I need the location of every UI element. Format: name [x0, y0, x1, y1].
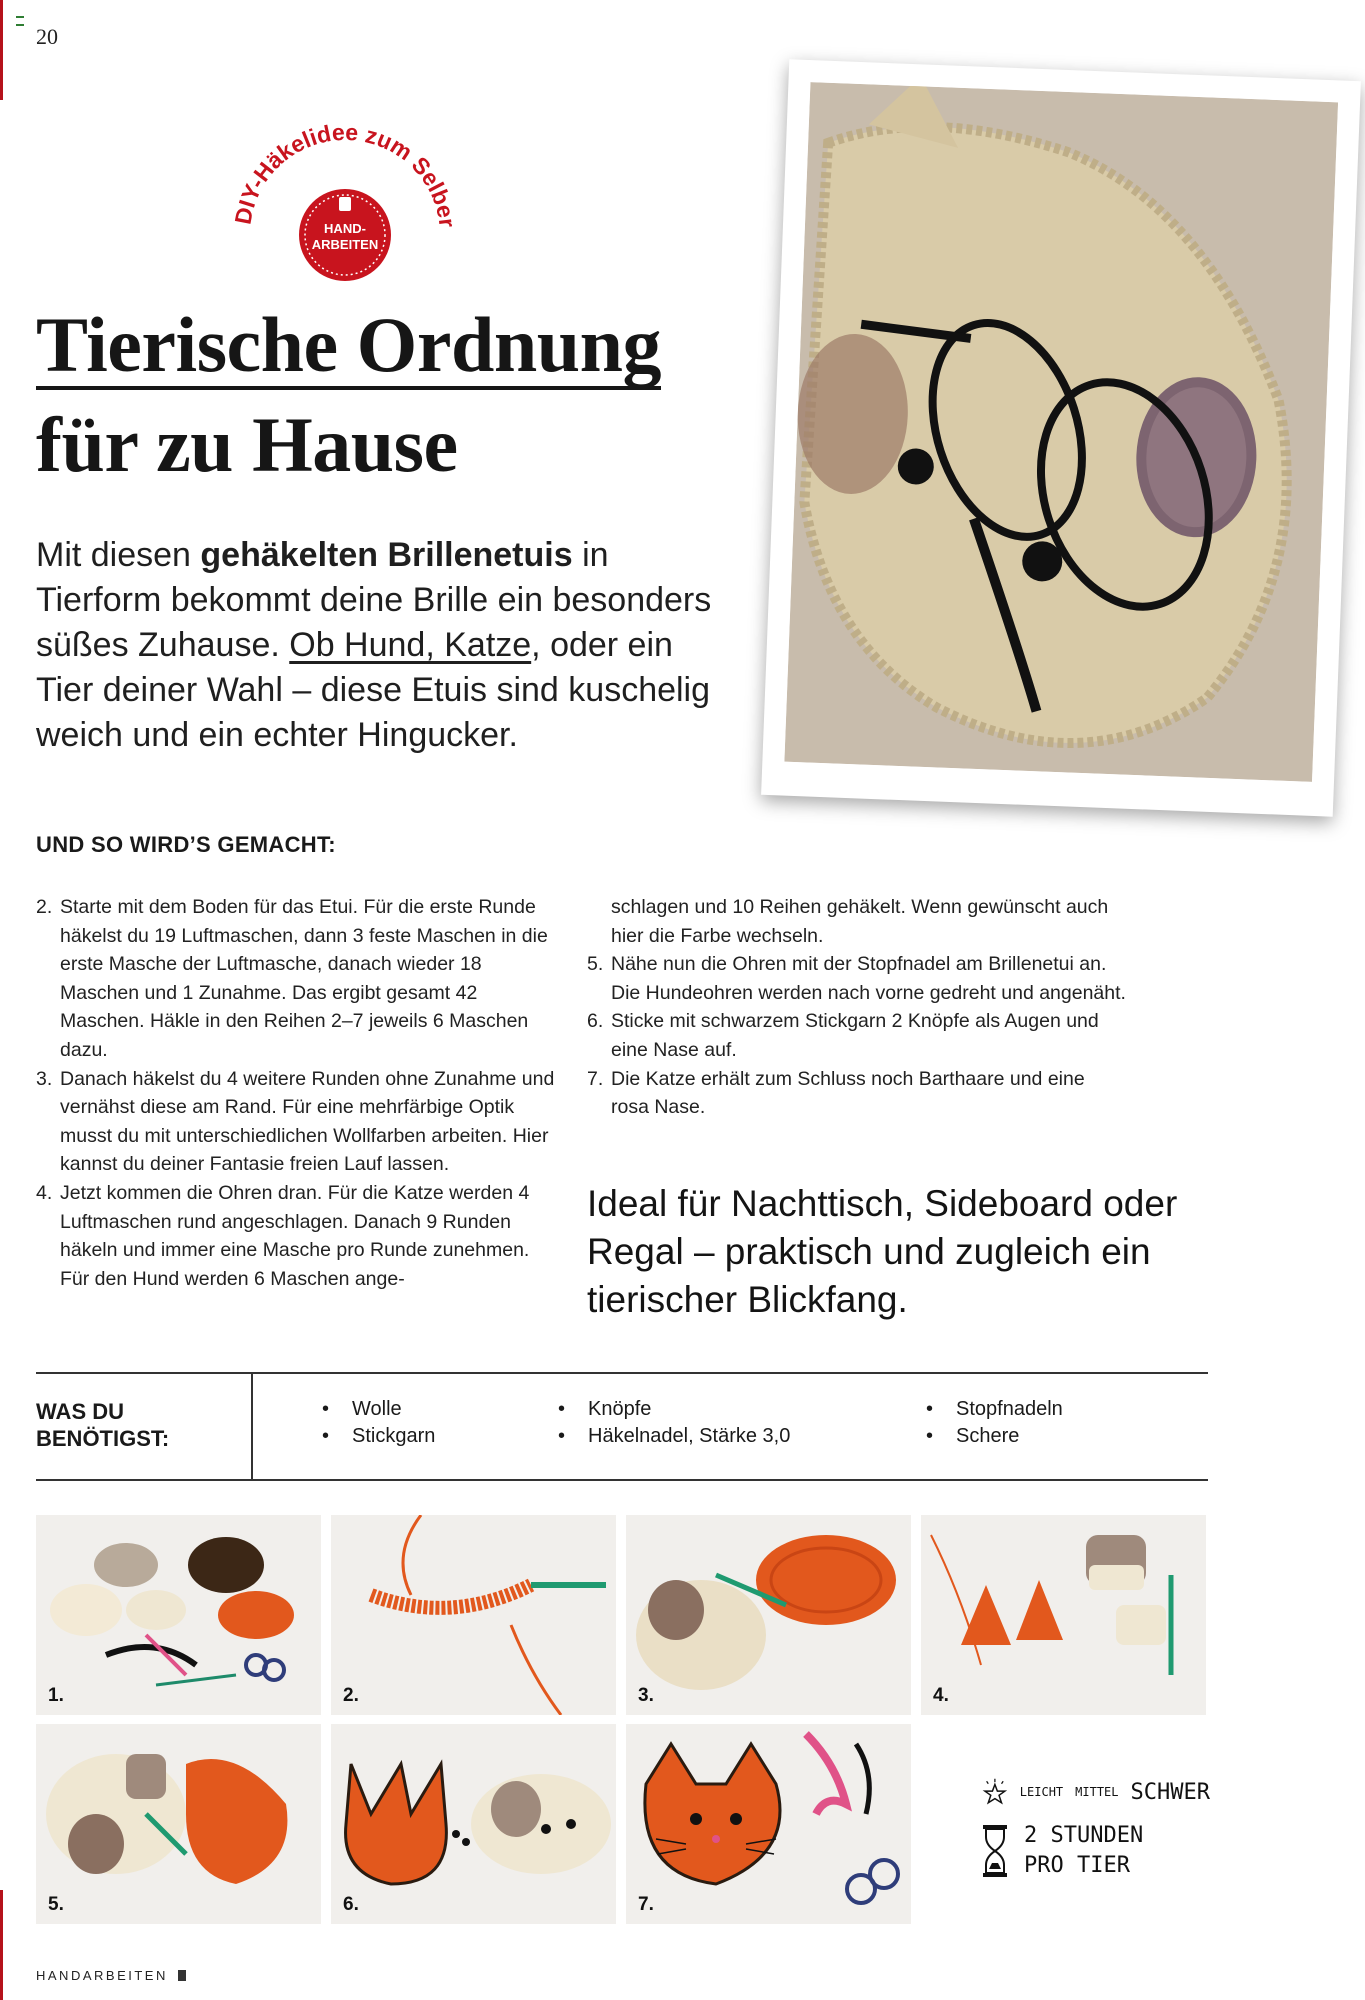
difficulty-block [980, 1775, 1210, 1895]
faces-photo [331, 1724, 616, 1924]
step-photo-label: 6. [343, 1894, 359, 1915]
step-photo-5 [36, 1724, 321, 1924]
finished-cat-photo [626, 1724, 911, 1924]
materials-col3 [926, 1396, 1063, 1450]
materials-col2 [558, 1396, 790, 1450]
sewing-ears-photo [36, 1724, 321, 1924]
step-num: 6. [587, 1010, 604, 1033]
page-edge-marker-top [0, 0, 3, 100]
intro-text-3: , oder ein Tier deiner Wahl – diese Etuis sind kuschelig weich und ein echter Hingucker. [36, 626, 711, 754]
title-line2: für zu Hause [36, 401, 458, 488]
difficulty-hard: SCHWER [1130, 1779, 1210, 1805]
time-line1: 2 STUNDEN [1024, 1823, 1144, 1848]
badge-graphic [210, 95, 480, 285]
instructions-heading: UND SO WIRD’S GEMACHT: [36, 832, 336, 857]
materials-table [36, 1372, 1208, 1481]
step-num: 5. [587, 953, 604, 976]
difficulty-easy: LEICHT [1019, 1785, 1064, 1799]
step-photo-2 [331, 1515, 616, 1715]
step-4 [36, 1179, 556, 1293]
material-item: • Häkelnadel, Stärke 3,0 [558, 1423, 790, 1450]
diy-badge [210, 95, 480, 285]
footer-label [36, 1968, 186, 1983]
material-item: • Knöpfe [558, 1396, 790, 1423]
step-photo-1 [36, 1515, 321, 1715]
badge-arc-textpath: DIY-Häkelidee zum Selber [229, 118, 461, 229]
step-text: Die Katze erhält zum Schluss noch Barthaare und eine rosa Nase. [611, 1067, 1085, 1119]
yarn-supplies-photo [36, 1515, 321, 1715]
page-edge-marker-bottom [0, 1890, 3, 2000]
material-item: • Stopfnadeln [926, 1396, 1063, 1423]
difficulty-medium: MITTEL [1075, 1785, 1119, 1799]
step-photo-4 [921, 1515, 1206, 1715]
step-num: 2. [36, 896, 53, 918]
step-photo-label: 3. [638, 1685, 654, 1706]
oval-base-photo [626, 1515, 911, 1715]
step-photo-label: 1. [48, 1685, 64, 1706]
instructions-col2 [587, 893, 1127, 1122]
step-photo-label: 7. [638, 1894, 654, 1915]
time-text [1024, 1821, 1143, 1881]
difficulty-row [980, 1775, 1210, 1809]
step-num: 4. [36, 1181, 53, 1204]
step-num: 7. [587, 1067, 604, 1090]
thread-spool-icon [339, 197, 351, 211]
materials-heading [36, 1398, 246, 1452]
step-photo-6 [331, 1724, 616, 1924]
time-row [980, 1821, 1210, 1881]
intro-text-2: in Tierform bekommt deine Brille ein besonders süßes Zuhause. [36, 536, 712, 664]
chain-stitch-photo [331, 1515, 616, 1715]
title-line1: Tierische Ordnung [36, 301, 661, 388]
materials-col1 [322, 1396, 435, 1450]
step-text: Sticke mit schwarzem Stickgarn 2 Knöpfe als Augen und eine Nase auf. [611, 1010, 1099, 1061]
intro-paragraph [36, 533, 736, 758]
star-icon [980, 1775, 1010, 1809]
materials-heading-line2: BENÖTIGST: [36, 1426, 170, 1451]
page-number: 20 [36, 24, 58, 49]
step-photo-label: 4. [933, 1685, 949, 1706]
material-item: • Wolle [322, 1396, 435, 1423]
intro-underlined: Ob Hund, Katze [289, 626, 532, 664]
intro-bold: gehäkelten Brillenetuis [200, 536, 573, 574]
instructions-col1 [36, 893, 556, 1293]
ears-photo [921, 1515, 1206, 1715]
badge-seal-line1: HAND- [324, 221, 366, 236]
step-text: Jetzt kommen die Ohren dran. Für die Katze werden 4 Luftmaschen rund angeschlagen. Danach 9 Runden häkeln und immer eine Masche pro Runde zunehmen. Für den Hund werden 6 Maschen ange- [60, 1181, 530, 1290]
step-text: Starte mit dem Boden für das Etui. Für die erste Runde häkelst du 19 Luftmaschen, dann 3 feste Maschen in die erste Masche der Luftmasche, danach wieder 18 Maschen und 1 Zunahme. Das ergibt gesamt 42 Maschen. Häkle in den Reihen 2–7 jeweils 6 Maschen dazu. [60, 896, 548, 1061]
highlight-quote: Ideal für Nachttisch, Sideboard oder Regal – praktisch und zugleich ein tierischer Blickfang. [587, 1183, 1178, 1320]
time-line2: PRO TIER [1024, 1853, 1130, 1878]
step-photo-7 [626, 1724, 911, 1924]
step-num: 3. [36, 1067, 53, 1090]
step-6 [587, 1007, 1127, 1064]
step-7 [587, 1065, 1127, 1122]
intro-text-1: Mit diesen [36, 536, 201, 574]
thread-spool-icon [178, 1970, 186, 1981]
step-5 [587, 950, 1127, 1007]
badge-seal-line2: ARBEITEN [311, 237, 379, 252]
footer-text: HANDARBEITEN [36, 1968, 168, 1983]
step-3 [36, 1065, 556, 1179]
material-item: • Stickgarn [322, 1423, 435, 1450]
step-photo-label: 5. [48, 1894, 64, 1915]
step-text: Danach häkelst du 4 weitere Runden ohne Zunahme und vernähst diese am Rand. Für eine mehrfärbige Optik musst du mit unterschiedlichen Wollfarben arbeiten. Hier kannst du deiner Fantasie freien Lauf lassen. [60, 1067, 555, 1176]
step-photo-label: 2. [343, 1685, 359, 1706]
materials-heading-line1: WAS DU [36, 1399, 124, 1424]
step-text: Nähe nun die Ohren mit der Stopfnadel am Brillenetui an. Die Hundeohren werden nach vorne gedreht und angenäht. [611, 953, 1126, 1004]
crochet-case-photo [784, 82, 1338, 782]
hourglass-icon [980, 1823, 1010, 1879]
step-photo-3 [626, 1515, 911, 1715]
material-item: • Schere [926, 1423, 1063, 1450]
menu-icon [16, 16, 24, 26]
step-4-continued: schlagen und 10 Reihen gehäkelt. Wenn gewünscht auch hier die Farbe wechseln. [611, 896, 1109, 947]
hero-photo [761, 59, 1361, 816]
materials-divider [251, 1374, 253, 1479]
page-title [36, 300, 661, 490]
step-2 [36, 893, 556, 1065]
